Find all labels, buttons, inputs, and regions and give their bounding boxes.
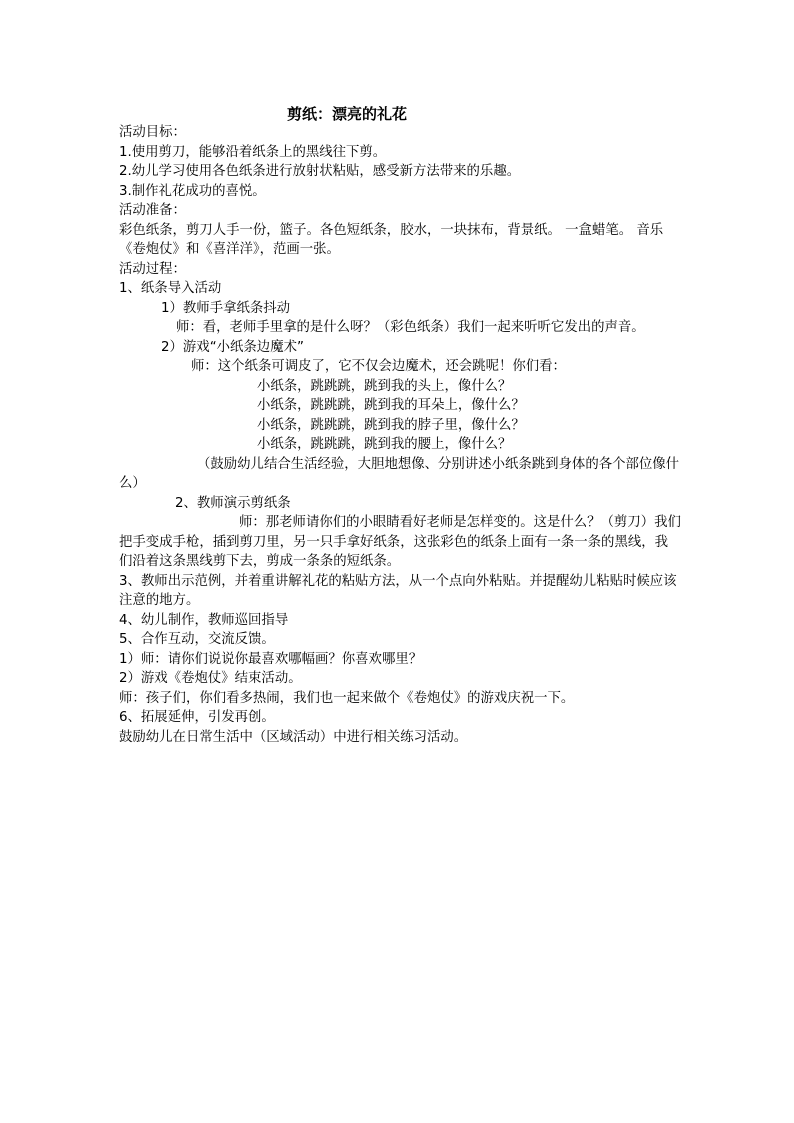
teacher-dialogue-4: 师：孩子们，你们看多热闹，我们也一起来做个《卷炮仗》的游戏庆祝一下。 bbox=[119, 690, 575, 706]
goal-item-1: 1.使用剪刀，能够沿着纸条上的黑线往下剪。 bbox=[119, 144, 387, 160]
step-1-sub-2: 2）游戏“小纸条边魔术” bbox=[161, 339, 304, 355]
document-title: 剪纸：漂亮的礼花 bbox=[287, 105, 408, 123]
section-heading-goals: 活动目标： bbox=[119, 125, 186, 140]
rhyme-line-2: 小纸条，跳跳跳，跳到我的耳朵上，像什么？ bbox=[257, 398, 525, 413]
step-5-sub-1: 1）师：请你们说说你最喜欢哪幅画？你喜欢哪里？ bbox=[119, 651, 423, 667]
step-6-text: 6、拓展延伸，引发再创。 bbox=[119, 710, 275, 725]
rhyme-line-3: 小纸条，跳跳跳，跳到我的脖子里，像什么？ bbox=[257, 417, 525, 433]
encouragement-note: （鼓励幼儿结合生活经验，大胆地想像、分别讲述小纸条跳到身体的各个部位像什么） bbox=[119, 456, 680, 491]
step-3-text: 3、教师出示范例，并着重讲解礼花的粘贴方法，从一个点向外粘贴。并提醒幼儿粘贴时候应该注意的地方。 bbox=[119, 573, 677, 608]
goal-item-2: 2.幼儿学习使用各色纸条进行放射状粘贴，感受新方法带来的乐趣。 bbox=[119, 164, 521, 179]
step-1-sub-1: 1）教师手拿纸条抖动 bbox=[161, 300, 291, 316]
step-2-heading: 2、教师演示剪纸条 bbox=[175, 495, 291, 511]
teacher-dialogue-1: 师：看，老师手里拿的是什么呀？（彩色纸条）我们一起来听听它发出的声音。 bbox=[176, 320, 645, 335]
section-heading-process: 活动过程： bbox=[119, 261, 186, 277]
step-4-text: 4、幼儿制作，教师巡回指导 bbox=[119, 612, 289, 628]
step-5-text: 5、合作互动，交流反馈。 bbox=[119, 632, 275, 647]
rhyme-line-1: 小纸条，跳跳跳，跳到我的头上，像什么？ bbox=[257, 378, 512, 394]
step-5-sub-2: 2）游戏《卷炮仗》结束活动。 bbox=[119, 671, 302, 686]
goal-item-3: 3.制作礼花成功的喜悦。 bbox=[119, 183, 266, 199]
teacher-dialogue-3: 师：那老师请你们的小眼睛看好老师是怎样变的。这是什么？（剪刀）我们把手变成手枪，插到剪刀里，另一只手拿好纸条，这张彩色的纸条上面有一条一条的黑线，我们沿着这条黑线剪下去，剪成一条条的短纸条。 bbox=[119, 515, 681, 569]
closing-text: 鼓励幼儿在日常生活中（区域活动）中进行相关练习活动。 bbox=[119, 729, 468, 745]
document-body bbox=[119, 123, 681, 747]
rhyme-line-4: 小纸条，跳跳跳，跳到我的腰上，像什么？ bbox=[257, 437, 512, 452]
section-heading-preparation: 活动准备： bbox=[119, 203, 186, 218]
teacher-dialogue-2: 师：这个纸条可调皮了，它不仅会边魔术，还会跳呢！你们看： bbox=[191, 359, 566, 374]
step-1-heading: 1、纸条导入活动 bbox=[119, 281, 222, 296]
preparation-text: 彩色纸条，剪刀人手一份，篮子。各色短纸条，胶水，一块抹布，背景纸。 一盒蜡笔。 音乐《卷炮仗》和《喜洋洋》，范画一张。 bbox=[119, 222, 664, 257]
